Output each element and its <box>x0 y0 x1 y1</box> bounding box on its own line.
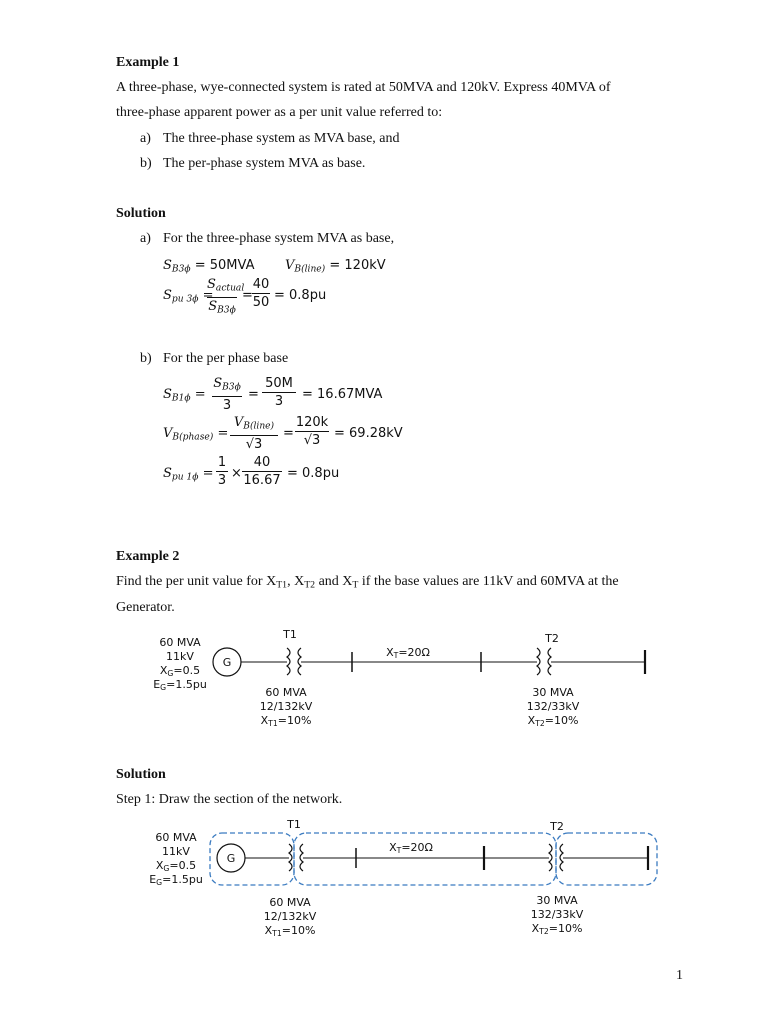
gen-spec-kv-1: 11kV <box>166 650 194 663</box>
eq2-val-num: 40 <box>252 277 270 292</box>
t2-primary-coil-1 <box>537 648 540 675</box>
t2-spec-mva-2: 30 MVA <box>536 894 578 907</box>
example2-line1-pre: Find the per unit value for X <box>116 574 277 589</box>
equation-sb3phi: $S_{B3\phi} = 50MVA$ <box>163 258 255 275</box>
eq3-num-sub: B3ϕ <box>222 382 241 393</box>
equation-vbline: $V_{B(line)} = 120kV$ <box>285 258 386 275</box>
t1-spec-mva-2: 60 MVA <box>269 896 311 909</box>
gen-spec-eg-2: $E_G=1.5pu$ <box>149 873 203 887</box>
t2-label-2: T2 <box>550 820 564 833</box>
line-reactance-label-1: $X_T=20\Omega$ <box>386 646 430 660</box>
t2-spec-kv-1: 132/33kV <box>526 700 580 713</box>
example1-paragraph-line2: three-phase apparent power as a per unit value referred to: <box>116 105 443 120</box>
line-reactance-label-2: $X_T=20\Omega$ <box>389 841 433 855</box>
t1-spec-x-2: $X_{T1}=10\%$ <box>264 924 316 938</box>
equation-sb1phi-symbolic-fraction: $S_{B3\phi}$ 3 <box>213 376 241 414</box>
eq3-val-den: 3 <box>274 394 284 409</box>
equation-vbphase-lhs: $V_{B(phase)}$ = <box>163 426 229 443</box>
t1-primary-coil-2 <box>289 844 292 871</box>
eq2-num-sub: actual <box>215 283 245 294</box>
t1-label-2: T1 <box>287 818 301 831</box>
eq4-val-den: √3 <box>303 433 321 448</box>
solution1-b-marker: b) <box>140 351 152 366</box>
t2-spec-mva-1: 30 MVA <box>532 686 574 699</box>
eq2-val-den: 50 <box>252 295 270 310</box>
page-number: 1 <box>676 968 683 983</box>
example1-title: Example 1 <box>116 55 180 70</box>
eq4-den: √3 <box>245 437 263 453</box>
example1-paragraph-line1: A three-phase, wye-connected system is rated at 50MVA and 120kV. Express 40MVA of <box>116 80 611 95</box>
example2-line1-post: if the base values are 11kV and 60MVA at the <box>358 574 619 589</box>
t1-secondary-coil-2 <box>300 844 303 871</box>
equation-spu3phi-symbolic-fraction: $S_{actual}$ $S_{B3\phi}$ <box>207 277 245 316</box>
solution1-title: Solution <box>116 206 166 221</box>
t2-spec-x-2: $X_{T2}=10\%$ <box>531 922 583 936</box>
t2-secondary-coil-2 <box>560 844 563 871</box>
equals-sign: = <box>248 387 259 402</box>
example2-paragraph-line1: Find the per unit value for $X_{T1}$, $X_{T2}$ and $X_T$ if the base values are 11kV and 60MVA at the <box>116 574 619 591</box>
gen-spec-kv-2: 11kV <box>162 845 190 858</box>
equation-vbphase-result: = 69.28kV <box>334 426 403 441</box>
example2-title: Example 2 <box>116 549 180 564</box>
eq4-val-num: 120k <box>295 415 329 430</box>
solution1-b-text: For the per phase base <box>163 351 289 366</box>
example1-item-b-marker: b) <box>140 156 152 171</box>
t1-spec-kv-2: 12/132kV <box>263 910 317 923</box>
equals-sign: = <box>283 426 294 441</box>
equation-sb1phi-lhs: $S_{B1\phi}$ = <box>163 387 206 404</box>
example1-item-b-text: The per-phase system MVA as base. <box>163 156 366 171</box>
t1-spec-x-1: $X_{T1}=10\%$ <box>260 714 312 728</box>
gen-spec-eg-1: $E_G=1.5pu$ <box>153 678 207 692</box>
eq5-a-den: 3 <box>217 473 227 488</box>
equals-sign: = <box>242 288 253 303</box>
solution2-step1: Step 1: Draw the section of the network. <box>116 792 343 807</box>
gen-symbol-label-2: G <box>226 852 236 865</box>
t2-secondary-coil-1 <box>548 648 551 675</box>
eq2-den-sub: B3ϕ <box>217 305 236 316</box>
gen-spec-mva-2: 60 MVA <box>155 831 197 844</box>
equation-sb3phi-value: = 50MVA <box>194 258 255 273</box>
gen-symbol-label-1: G <box>222 656 232 669</box>
equation-vbphase-symbolic-fraction: $V_{B(line)}$ √3 <box>230 415 278 452</box>
multiply-sign: × <box>231 466 242 481</box>
t2-label-1: T2 <box>545 632 559 645</box>
section-box-load <box>556 833 657 885</box>
equation-sb1phi-result: = 16.67MVA <box>302 387 383 402</box>
gen-spec-xg-1: $X_G=0.5$ <box>159 664 201 678</box>
equation-vbline-value: = 120kV <box>329 258 386 273</box>
t1-spec-kv-1: 12/132kV <box>259 700 313 713</box>
solution1-a-text: For the three-phase system MVA as base, <box>163 231 395 246</box>
t1-spec-mva-1: 60 MVA <box>265 686 307 699</box>
solution2-title: Solution <box>116 767 166 782</box>
t1-secondary-coil-1 <box>298 648 301 675</box>
t2-spec-kv-2: 132/33kV <box>530 908 584 921</box>
gen-spec-mva-1: 60 MVA <box>159 636 201 649</box>
t1-label-1: T1 <box>283 628 297 641</box>
t2-spec-x-1: $X_{T2}=10\%$ <box>527 714 579 728</box>
example2-paragraph-line2: Generator. <box>116 600 175 615</box>
equation-spu3phi-lhs: $S_{pu 3\phi}$ = <box>163 288 214 305</box>
eq5-b-num: 40 <box>253 455 271 470</box>
equation-spu1phi-lhs: $S_{pu 1\phi}$ = <box>163 466 214 483</box>
eq3-den: 3 <box>222 398 232 414</box>
example1-item-a-text: The three-phase system as MVA base, and <box>163 131 400 146</box>
t2-primary-coil-2 <box>549 844 552 871</box>
gen-spec-xg-2: $X_G=0.5$ <box>155 859 197 873</box>
eq5-a-num: 1 <box>217 455 227 470</box>
eq5-b-den: 16.67 <box>243 473 281 488</box>
equation-spu1phi-result: = 0.8pu <box>287 466 340 481</box>
solution1-a-marker: a) <box>140 231 151 246</box>
t1-primary-coil-1 <box>287 648 290 675</box>
eq3-val-num: 50M <box>265 376 293 391</box>
equation-spu3phi-result: = 0.8pu <box>274 288 327 303</box>
eq4-num-sub: B(line) <box>243 421 275 432</box>
example1-item-a-marker: a) <box>140 131 151 146</box>
